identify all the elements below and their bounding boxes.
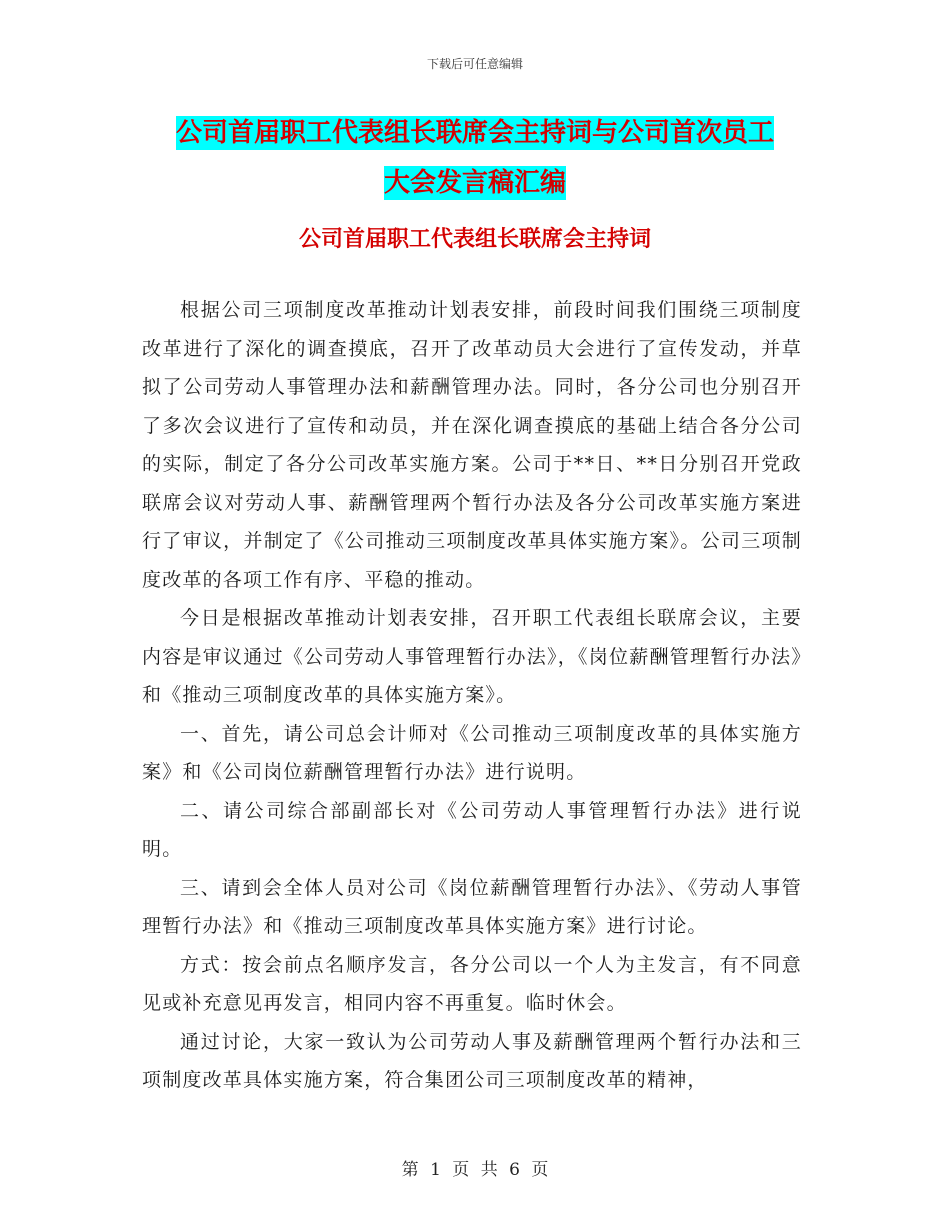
header-note: 下载后可任意编辑 (426, 57, 523, 71)
paragraph: 根据公司三项制度改革推动计划表安排，前段时间我们围绕三项制度改革进行了深化的调查摸底，召开了改革动员大会进行了宣传发动，并草拟了公司劳动人事管理办法和薪酬管理办法。同时，各分公司也分别召开了多次会议进行了宣传和动员，并在深化调查摸底的基础上结合各分公司的实际，制定了各分公司改革实施方案。公司于**日、**日分别召开党政联席会议对劳动人事、薪酬管理两个暂行办法及各分公司改革实施方案进行了审议，并制定了《公司推动三项制度改革具体实施方案》。公司三项制度改革的各项工作有序、平稳的推动。 (142, 299, 802, 591)
document-title (140, 108, 810, 208)
paragraph: 三、请到会全体人员对公司《岗位薪酬管理暂行办法》、《劳动人事管理暂行办法》和《推动三项制度改革具体实施方案》进行讨论。 (142, 876, 802, 937)
section-title: 公司首届职工代表组长联席会主持词 (298, 227, 651, 252)
title-line-1: 公司首届职工代表组长联席会主持词与公司首次员工 (175, 118, 774, 148)
paragraph: 一、首先，请公司总会计师对《公司推动三项制度改革的具体实施方案》和《公司岗位薪酬管理暂行办法》进行说明。 (142, 722, 802, 783)
paragraph: 通过讨论，大家一致认为公司劳动人事及薪酬管理两个暂行办法和三项制度改革具体实施方案，符合集团公司三项制度改革的精神， (142, 1030, 802, 1091)
page-number-footer: 第 1 页 共 6 页 (401, 1160, 549, 1180)
body-text (142, 291, 802, 1100)
paragraph: 今日是根据改革推动计划表安排，召开职工代表组长联席会议，主要内容是审议通过《公司劳动人事管理暂行办法》，《岗位薪酬管理暂行办法》和《推动三项制度改革的具体实施方案》。 (142, 607, 802, 706)
title-line-2: 大会发言稿汇编 (383, 168, 566, 198)
paragraph: 方式：按会前点名顺序发言，各分公司以一个人为主发言，有不同意见或补充意见再发言，相同内容不再重复。临时休会。 (142, 953, 802, 1014)
paragraph: 二、请公司综合部副部长对《公司劳动人事管理暂行办法》进行说明。 (142, 799, 802, 860)
